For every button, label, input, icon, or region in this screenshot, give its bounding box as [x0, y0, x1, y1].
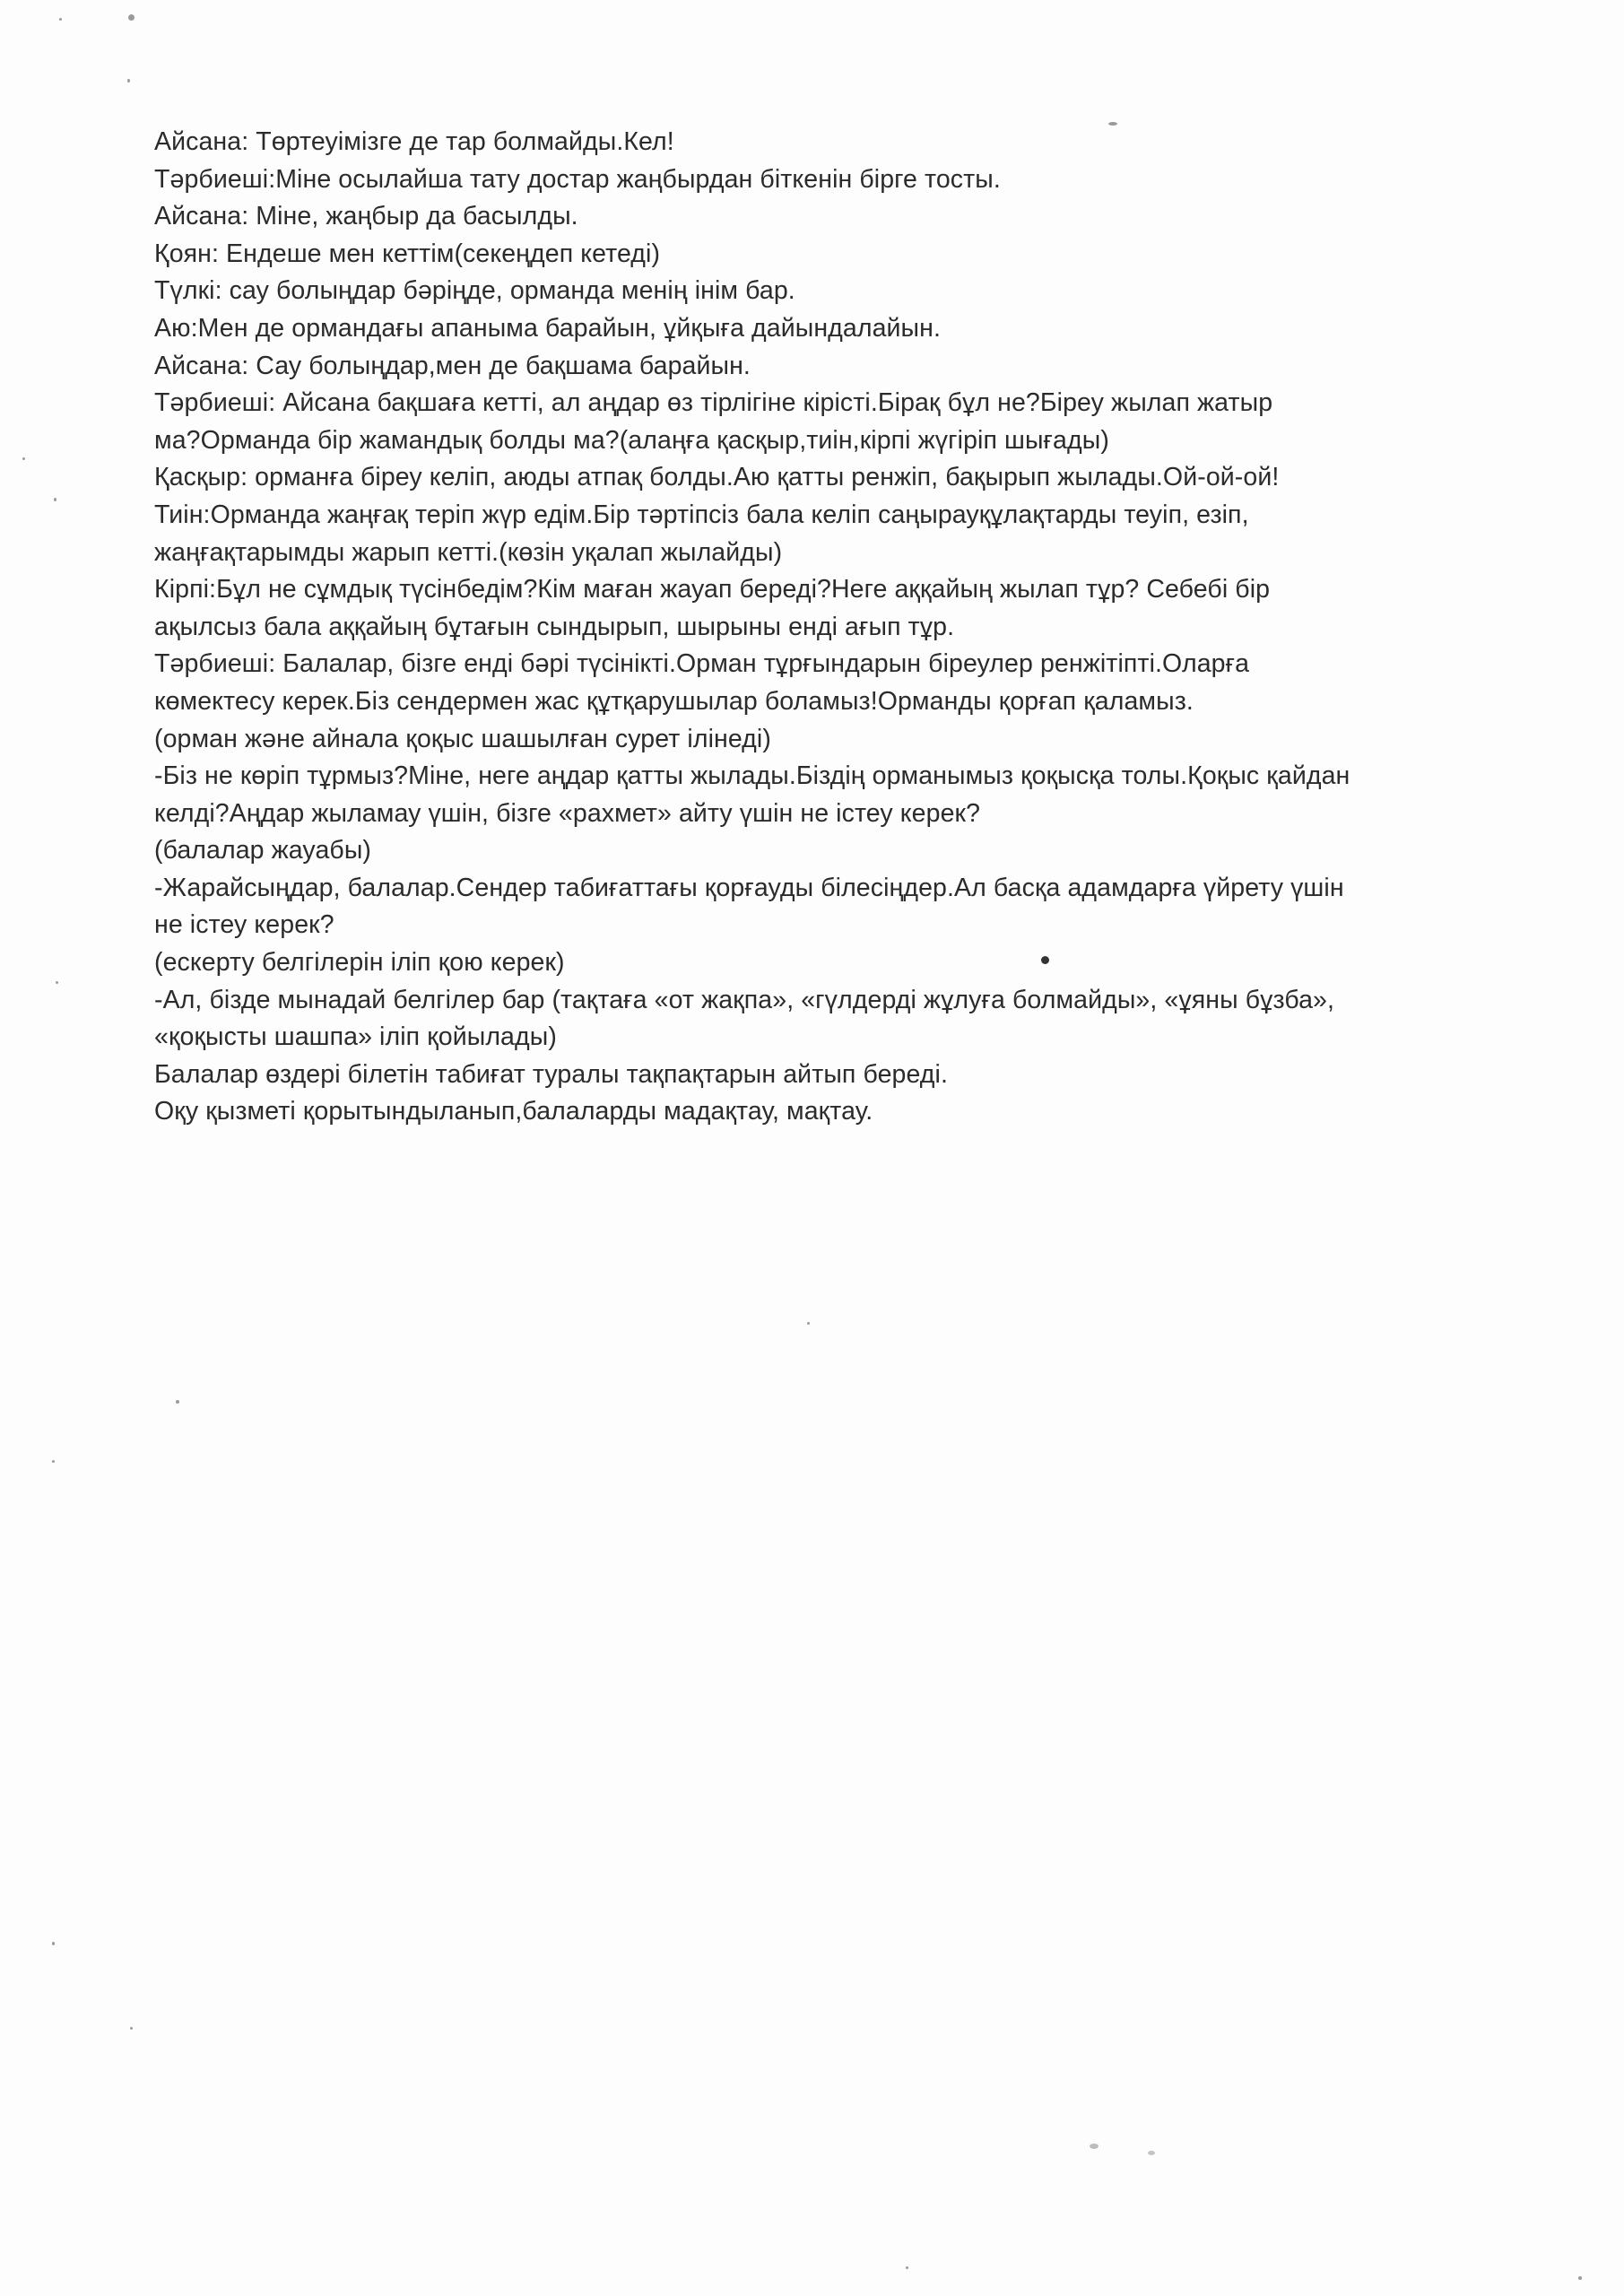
- text-line: Тәрбиеші:Міне осылайша тату достар жаңбырдан біткенін бірге тосты.: [154, 164, 1001, 194]
- text-line: (ескерту белгілерін іліп қою керек): [154, 948, 565, 978]
- scan-speck: [906, 2266, 908, 2269]
- document-body: [154, 124, 1499, 1131]
- text-line: не істеу керек?: [154, 910, 334, 940]
- text-line: Оқу қызметі қорытындыланып,балаларды мадақтау, мақтау.: [154, 1097, 873, 1126]
- scan-speck: [56, 981, 58, 984]
- text-line: көмектесу керек.Біз сендермен жас құтқарушылар боламыз!Орманды қорғап қаламыз.: [154, 686, 1194, 716]
- scan-speck: [1578, 2276, 1582, 2280]
- text-line: ма?Орманда бір жамандық болды ма?(алаңға қасқыр,тиін,кірпі жүгіріп шығады): [154, 425, 1109, 455]
- scan-speck: [59, 18, 62, 21]
- text-line: Қасқыр: орманға біреу келіп, аюды атпақ болды.Аю қатты ренжіп, бақырып жылады.Ой-ой-ой!: [154, 463, 1280, 492]
- text-line: келді?Аңдар жыламау үшін, бізге «рахмет» айту үшін не істеу керек?: [154, 798, 981, 828]
- scan-speck: [54, 498, 56, 501]
- text-line: Қоян: Ендеше мен кеттім(секеңдеп кетеді): [154, 239, 661, 268]
- text-line: Балалар өздері білетін табиғат туралы тақпақтарын айтып береді.: [154, 1059, 948, 1089]
- text-line: -Жарайсыңдар, балалар.Сендер табиғаттағы қорғауды білесіңдер.Ал басқа адамдарға үйрету үшін: [154, 873, 1344, 902]
- scan-speck: [128, 14, 135, 21]
- scan-speck: [1090, 2144, 1099, 2149]
- text-line: «қоқысты шашпа» іліп қойылады): [154, 1022, 557, 1052]
- scan-speck: [52, 1942, 55, 1945]
- text-line: -Ал, бізде мынадай белгілер бар (тақтаға «от жақпа», «гүлдерді жұлуға болмайды», «ұяны бұзба»,: [154, 985, 1335, 1014]
- scan-speck: [1148, 2151, 1155, 2155]
- text-line: Тиін:Орманда жаңғақ теріп жүр едім.Бір тәртіпсіз бала келіп саңырауқұлақтарды теуіп, езіп,: [154, 500, 1249, 529]
- scan-speck: [130, 2027, 133, 2030]
- scan-speck: [22, 457, 25, 460]
- text-line: ақылсыз бала аққайың бұтағын сындырып, шырыны енді ағып тұр.: [154, 612, 955, 641]
- text-line: Тәрбиеші: Айсана бақшаға кетті, ал аңдар өз тірлігіне кірісті.Бірақ бұл не?Біреу жылап жатыр: [154, 388, 1273, 418]
- scan-speck: [807, 1322, 810, 1325]
- scan-speck: [176, 1400, 179, 1404]
- text-line: Айсана: Міне, жаңбыр да басылды.: [154, 202, 578, 231]
- text-line: Тәрбиеші: Балалар, бізге енді бәрі түсінікті.Орман тұрғындарын біреулер ренжітіпті.Оларға: [154, 649, 1250, 679]
- text-line: (балалар жауабы): [154, 836, 372, 865]
- scan-speck: [52, 1460, 55, 1463]
- text-line: Айсана: Сау болыңдар,мен де бақшама барайын.: [154, 351, 751, 380]
- scan-speck: [127, 79, 130, 83]
- text-line: -Біз не көріп тұрмыз?Міне, неге аңдар қатты жылады.Біздің орманымыз қоқысқа толы.Қоқыс қайдан: [154, 761, 1350, 791]
- text-line: Аю:Мен де ормандағы апаныма барайын, ұйқыға дайындалайын.: [154, 313, 941, 343]
- text-line: Кірпі:Бұл не сұмдық түсінбедім?Кім маған жауап береді?Неге аққайың жылап тұр? Себебі бір: [154, 575, 1271, 604]
- text-line: Түлкі: сау болыңдар бәріңде, орманда менің інім бар.: [154, 276, 795, 306]
- text-line: жаңғақтарымды жарып кетті.(көзін уқалап жылайды): [154, 537, 783, 567]
- text-line: Айсана: Төртеуімізге де тар болмайды.Кел!: [154, 127, 674, 156]
- text-line: (орман және айнала қоқыс шашылған сурет ілінеді): [154, 724, 771, 753]
